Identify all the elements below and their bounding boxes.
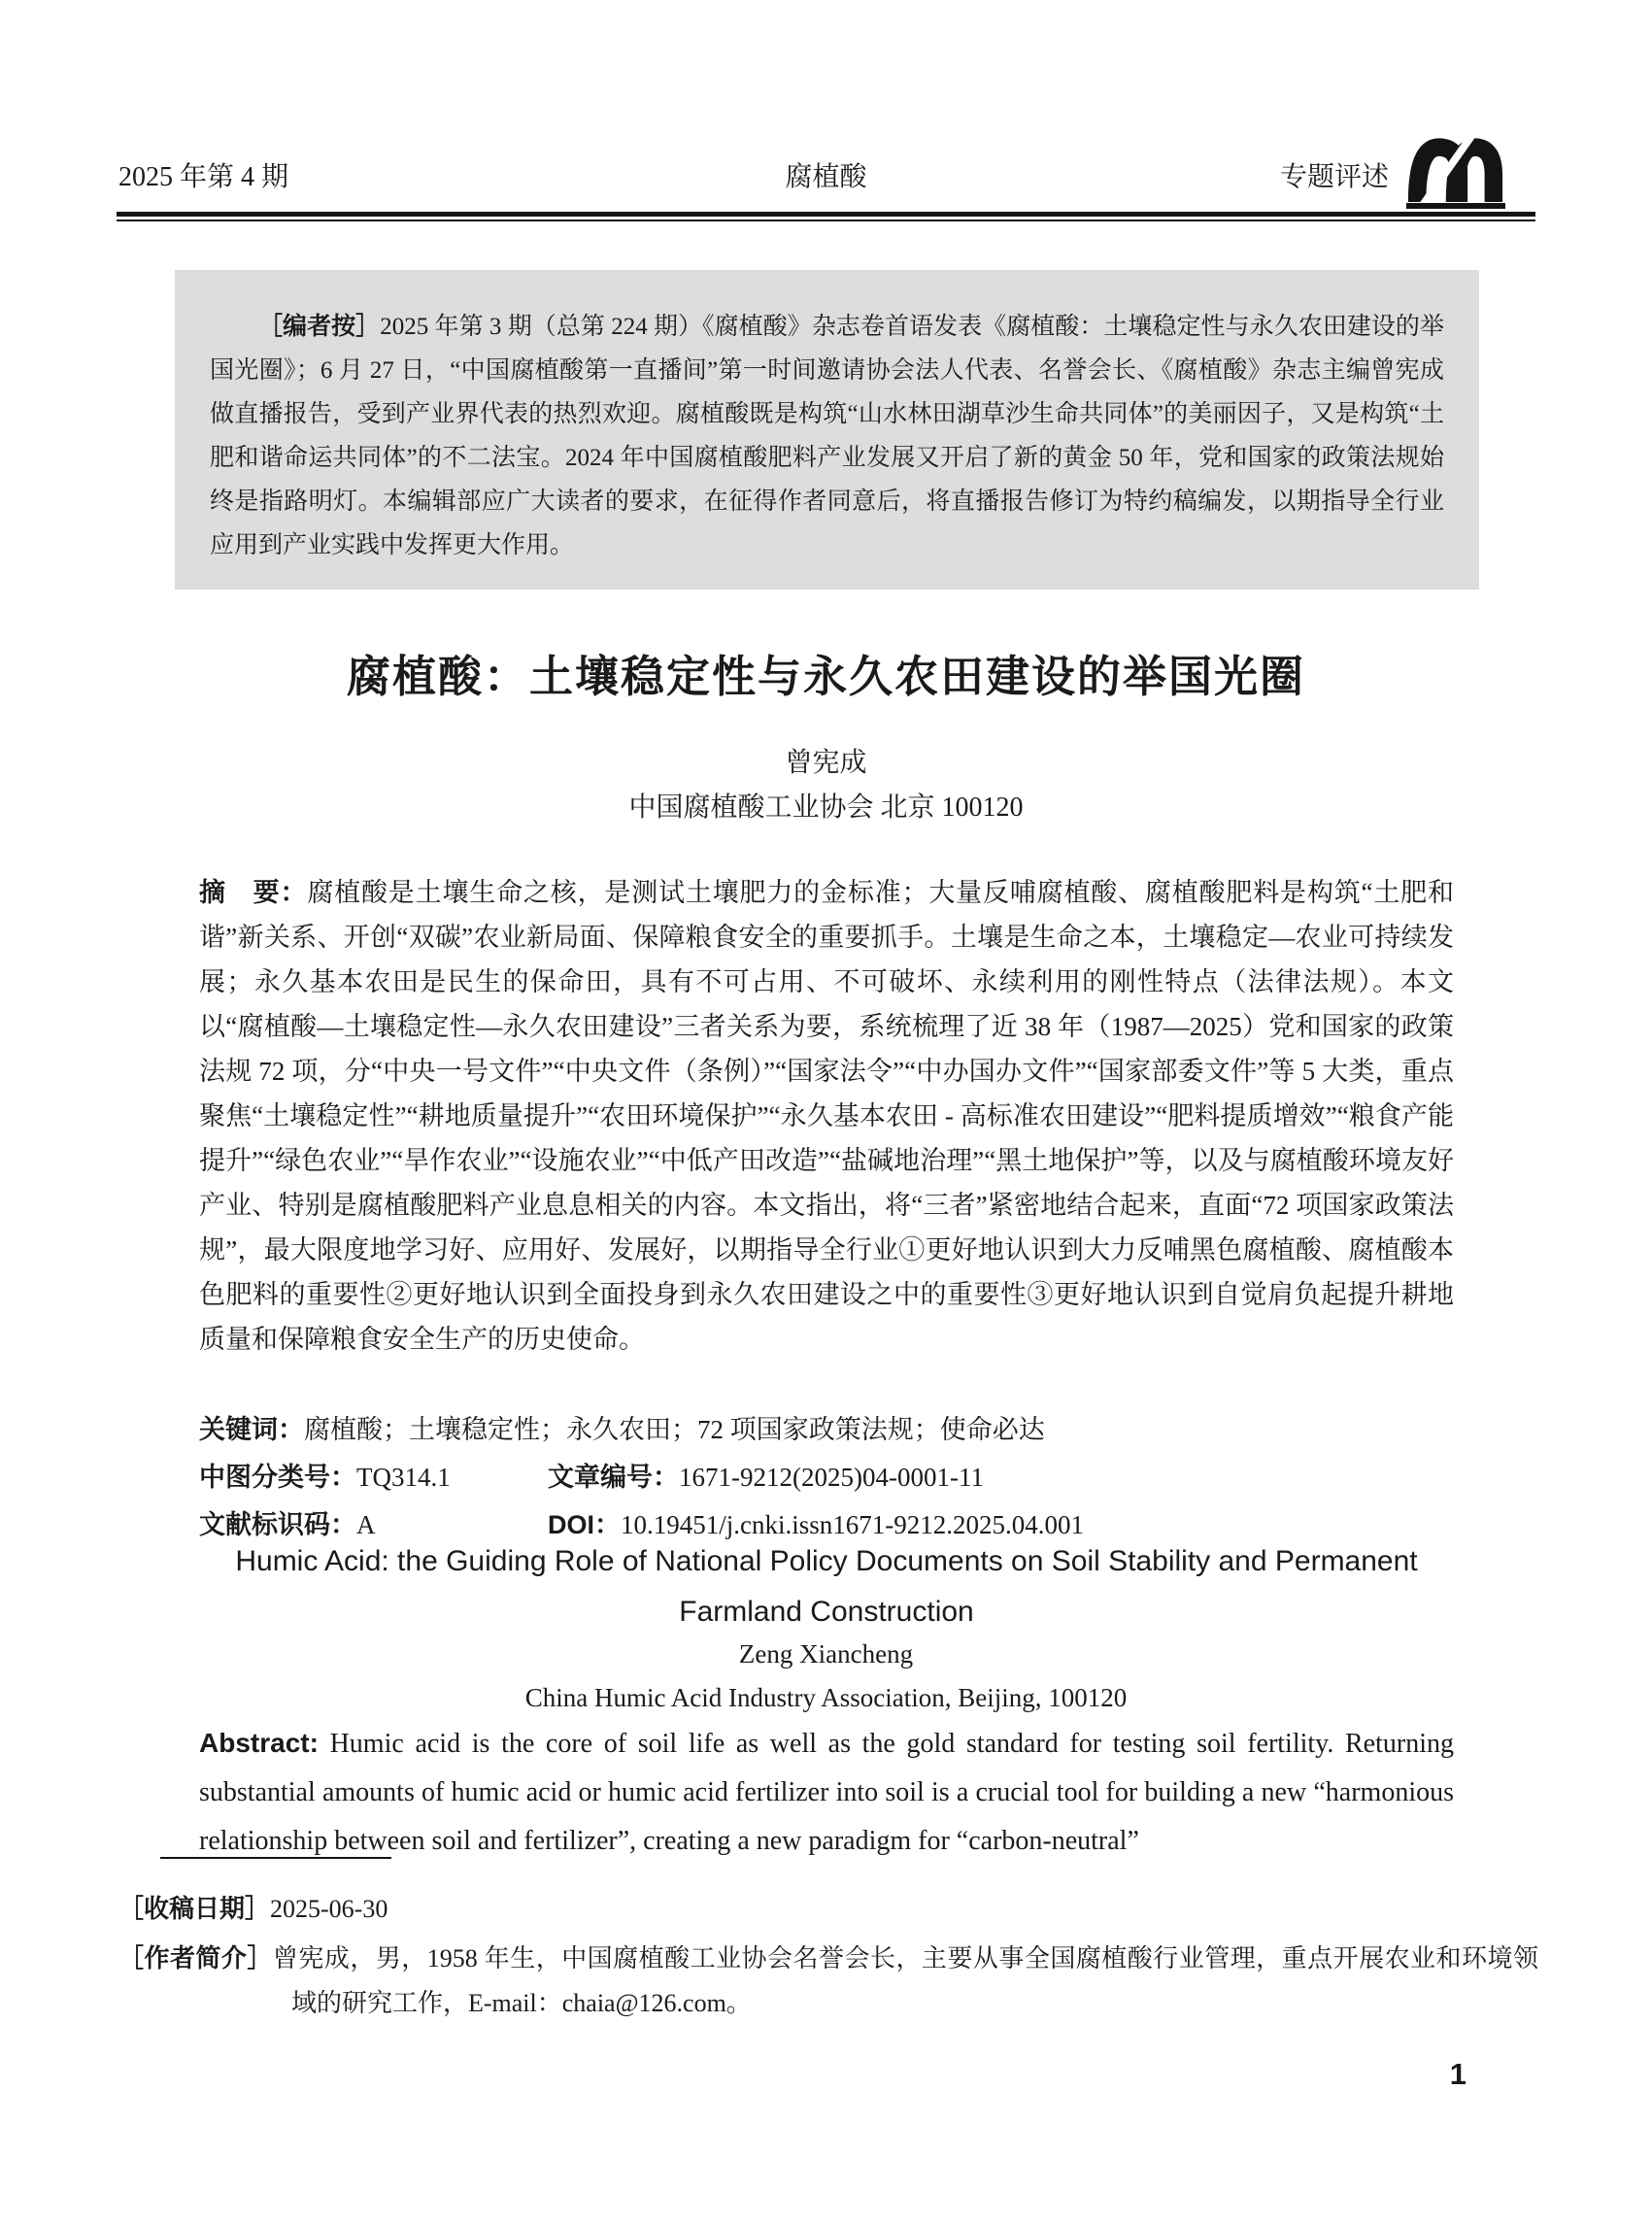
logo-underline [1406, 203, 1505, 209]
author-bio-text: 曾宪成，男，1958 年生，中国腐植酸工业协会名誉会长，主要从事全国腐植酸行业管理，重点开展农业和环境领域的研究工作，E-mail：chaia@126.com。 [272, 1944, 1538, 2017]
article-title-en: Humic Acid: the Guiding Role of National Policy Documents on Soil Stability and Permanent Farmland Construction [235, 1545, 1418, 1628]
abstract-en [199, 1719, 1454, 1866]
header-column-label: 专题评述 [1280, 162, 1390, 192]
doi-label: DOI： [548, 1510, 622, 1539]
abstract-text-en: Humic acid is the core of soil life as well as the gold standard for testing soil fertility. Returning substantial amounts of humic acid or humic acid fertilizer into soil is a crucial tool for building a new “harmonious relationship between soil and fertilizer”, creating a new paradigm for “carbon-neutral” [199, 1729, 1454, 1856]
article-id-label: 文章编号： [548, 1463, 679, 1492]
meta-row-clc [199, 1456, 1454, 1494]
received-date-row [118, 1889, 1536, 1925]
author-name-en: Zeng Xiancheng [738, 1639, 914, 1669]
keywords-text: 腐植酸；土壤稳定性；永久农田；72 项国家政策法规；使命必达 [304, 1415, 1045, 1444]
page-number: 1 [1449, 2057, 1467, 2091]
footnote-divider [160, 1857, 391, 1859]
clc-value: TQ314.1 [356, 1463, 451, 1492]
abstract-cn [199, 870, 1454, 1362]
header-rule-thin [117, 219, 1535, 221]
abstract-label-en: Abstract: [199, 1728, 319, 1758]
editor-note-text: 2025 年第 3 期（总第 224 期）《腐植酸》杂志卷首语发表《腐植酸：土壤稳定性与永久农田建设的举国光圈》；6 月 27 日，“中国腐植酸第一直播间”第一时间邀请协会法人代表、名誉会长、《腐植酸》杂志主编曾宪成做直播报告，受到产业界代表的热烈欢迎。腐植酸既是构筑“山水林田湖草沙生命共同体”的美丽因子，又是构筑“土肥和谐命运共同体”的不二法宝。2024 年中国腐植酸肥料产业发展又开启了新的黄金 50 年，党和国家的政策法规始终是指路明灯。本编辑部应广大读者的要求，在征得作者同意后，将直播报告修订为特约稿编发，以期指导全行业应用到产业实践中发挥更大作用。 [210, 314, 1444, 558]
doc-code-label: 文献标识码： [199, 1510, 356, 1539]
header-journal-title: 腐植酸 [785, 162, 867, 192]
article-title-cn: 腐植酸：土壤稳定性与永久农田建设的举国光圈 [346, 652, 1305, 701]
abstract-text-cn: 腐植酸是土壤生命之核，是测试土壤肥力的金标准；大量反哺腐植酸、腐植酸肥料是构筑“土肥和谐”新关系、开创“双碳”农业新局面、保障粮食安全的重要抓手。土壤是生命之本，土壤稳定—农业可持续发展；永久基本农田是民生的保命田，具有不可占用、不可破坏、永续利用的刚性特点（法律法规）。本文以“腐植酸—土壤稳定性—永久农田建设”三者关系为要，系统梳理了近 38 年（1987—2025）党和国家的政策法规 72 项，分“中央一号文件”“中央文件（条例）”“国家法令”“中办国办文件”“国家部委文件”等 5 大类，重点聚焦“土壤稳定性”“耕地质量提升”“农田环境保护”“永久基本农田 - 高标准农田建设”“肥料提质增效”“粮食产能提升”“绿色农业”“旱作农业”“设施农业”“中低产田改造”“盐碱地治理”“黑土地保护”等，以及与腐植酸环境友好产业、特别是腐植酸肥料产业息息相关的内容。本文指出，将“三者”紧密地结合起来，直面“72 项国家政策法规”，最大限度地学习好、应用好、发展好，以期指导全行业①更好地认识到大力反哺黑色腐植酸、腐植酸本色肥料的重要性②更好地认识到全面投身到永久农田建设之中的重要性③更好地认识到自觉肩负起提升耕地质量和保障粮食安全生产的历史使命。 [199, 878, 1455, 1354]
affiliation-en: China Humic Acid Industry Association, Beijing, 100120 [524, 1683, 1128, 1712]
clc-label: 中图分类号： [199, 1463, 356, 1492]
header-rule-thick [117, 212, 1535, 217]
affiliation-cn: 中国腐植酸工业协会 北京 100120 [628, 792, 1024, 823]
doc-code-value: A [356, 1510, 376, 1539]
received-date-label: ［收稿日期］ [118, 1894, 271, 1923]
author-name-cn: 曾宪成 [785, 748, 867, 778]
keywords-label: 关键词： [199, 1415, 304, 1444]
received-date-value: 2025-06-30 [270, 1895, 388, 1923]
abstract-label-cn: 摘 要： [199, 878, 308, 907]
article-id-value: 1671-9212(2025)04-0001-11 [679, 1463, 984, 1492]
doi-value: 10.19451/j.cnki.issn1671-9212.2025.04.001 [621, 1510, 1085, 1539]
editor-note-label: ［编者按］ [258, 313, 381, 340]
editor-note-box [175, 270, 1479, 590]
header-issue: 2025 年第 4 期 [118, 162, 289, 192]
keywords-row [199, 1408, 1454, 1446]
author-bio-label: ［作者简介］ [118, 1943, 273, 1972]
journal-logo-icon [1406, 134, 1503, 202]
author-bio-row [118, 1936, 1538, 2026]
article-id-cell [548, 1456, 984, 1494]
editor-note-paragraph [210, 305, 1444, 567]
